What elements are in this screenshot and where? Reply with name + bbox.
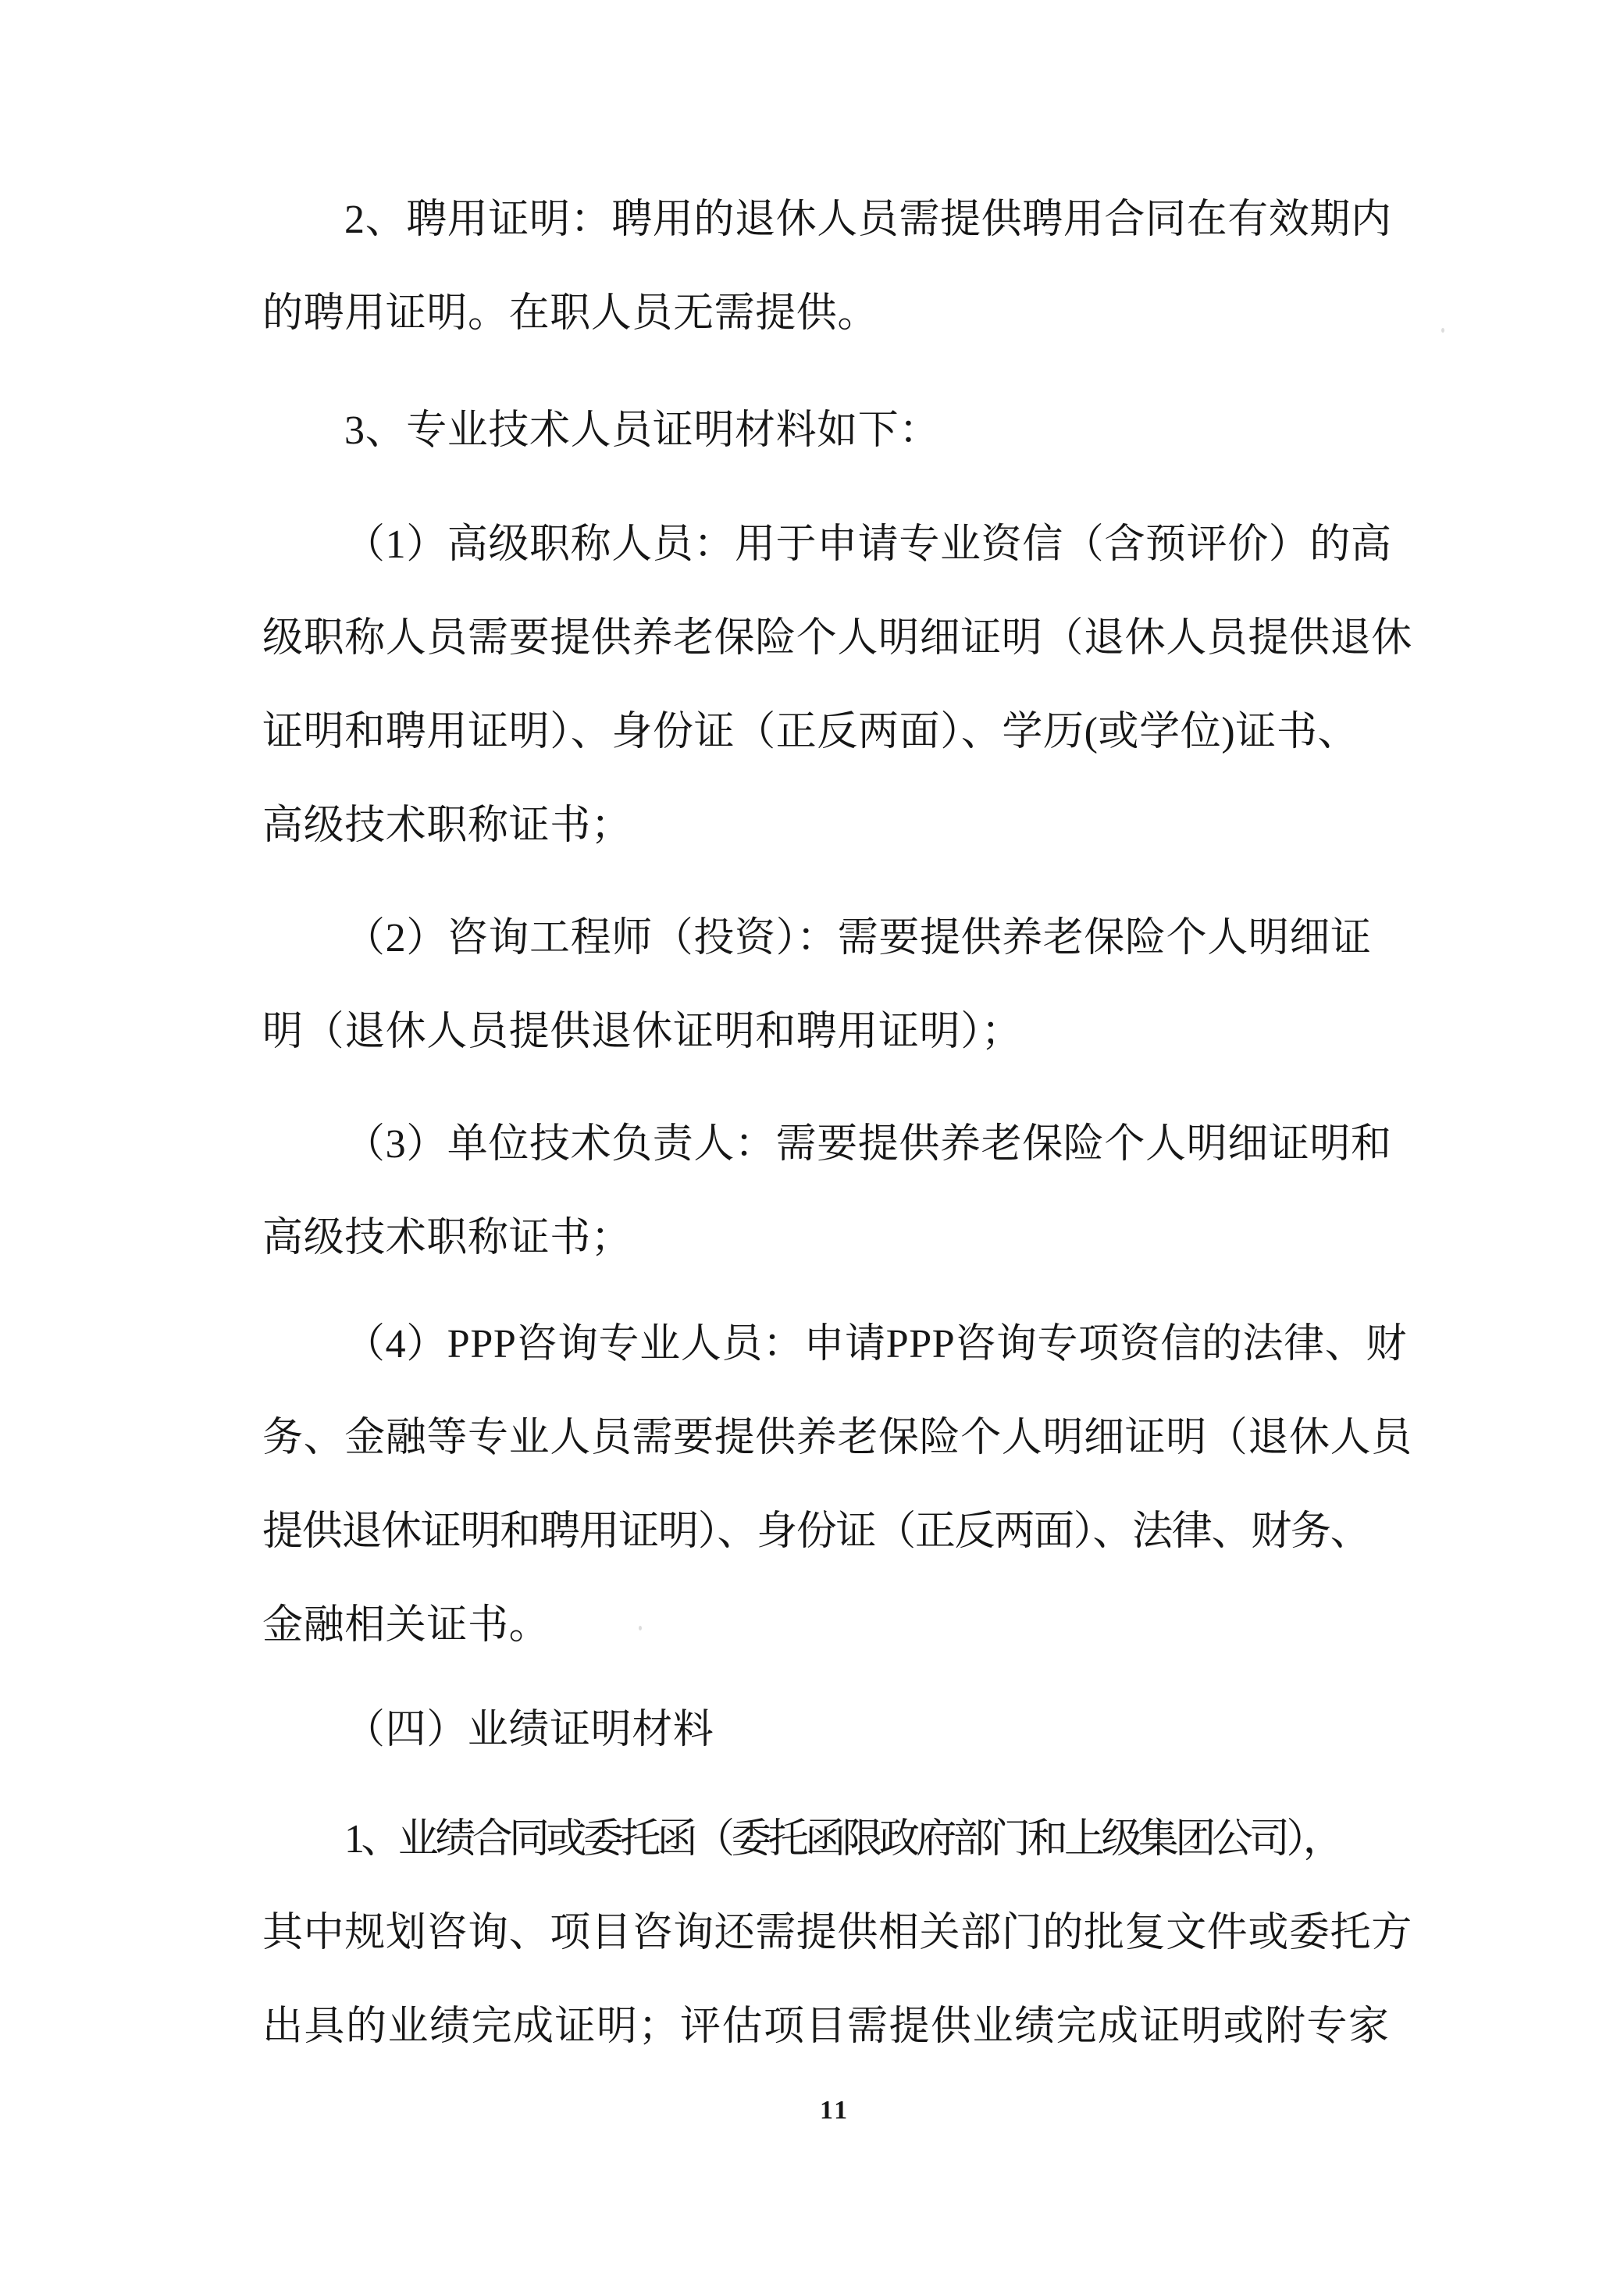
document-line: 提供退休证明和聘用证明）、身份证（正反两面）、法律、财务、 [262, 1509, 1370, 1554]
document-line: （四）业绩证明材料 [344, 1708, 714, 1752]
document-line: 其中规划咨询、项目咨询还需提供相关部门的批复文件或委托方 [262, 1911, 1412, 1955]
page-number: 11 [820, 2096, 850, 2125]
document-line: （2）咨询工程师（投资）：需要提供养老保险个人明细证 [344, 916, 1372, 960]
document-line: 2、聘用证明：聘用的退休人员需提供聘用合同在有效期内 [344, 198, 1392, 242]
scan-artifact [1441, 328, 1444, 333]
document-line: 出具的业绩完成证明；评估项目需提供业绩完成证明或附专家 [262, 2004, 1391, 2049]
document-line: 级职称人员需要提供养老保险个人明细证明（退休人员提供退休 [262, 616, 1412, 661]
document-line: 证明和聘用证明）、身份证（正反两面）、学历(或学位)证书、 [262, 710, 1359, 754]
document-line: 金融相关证书。 [262, 1603, 550, 1648]
document-line: 明（退休人员提供退休证明和聘用证明）； [262, 1010, 1023, 1054]
document-line: 高级技术职称证书； [262, 1216, 632, 1260]
document-line: 务、金融等专业人员需要提供养老保险个人明细证明（退休人员 [262, 1416, 1412, 1460]
document-line: 3、专业技术人员证明材料如下： [344, 408, 941, 453]
document-line: （4）PPP咨询专业人员：申请PPP咨询专项资信的法律、财 [344, 1322, 1407, 1367]
document-line: （1）高级职称人员：用于申请专业资信（含预评价）的高 [344, 522, 1392, 567]
document-line: 高级技术职称证书； [262, 804, 632, 848]
document-line: （3）单位技术负责人：需要提供养老保险个人明细证明和 [344, 1122, 1392, 1167]
document-line: 的聘用证明。在职人员无需提供。 [262, 291, 879, 336]
scan-artifact [639, 1626, 642, 1630]
document-line: 1、业绩合同或委托函（委托函限政府部门和上级集团公司）， [344, 1817, 1341, 1862]
